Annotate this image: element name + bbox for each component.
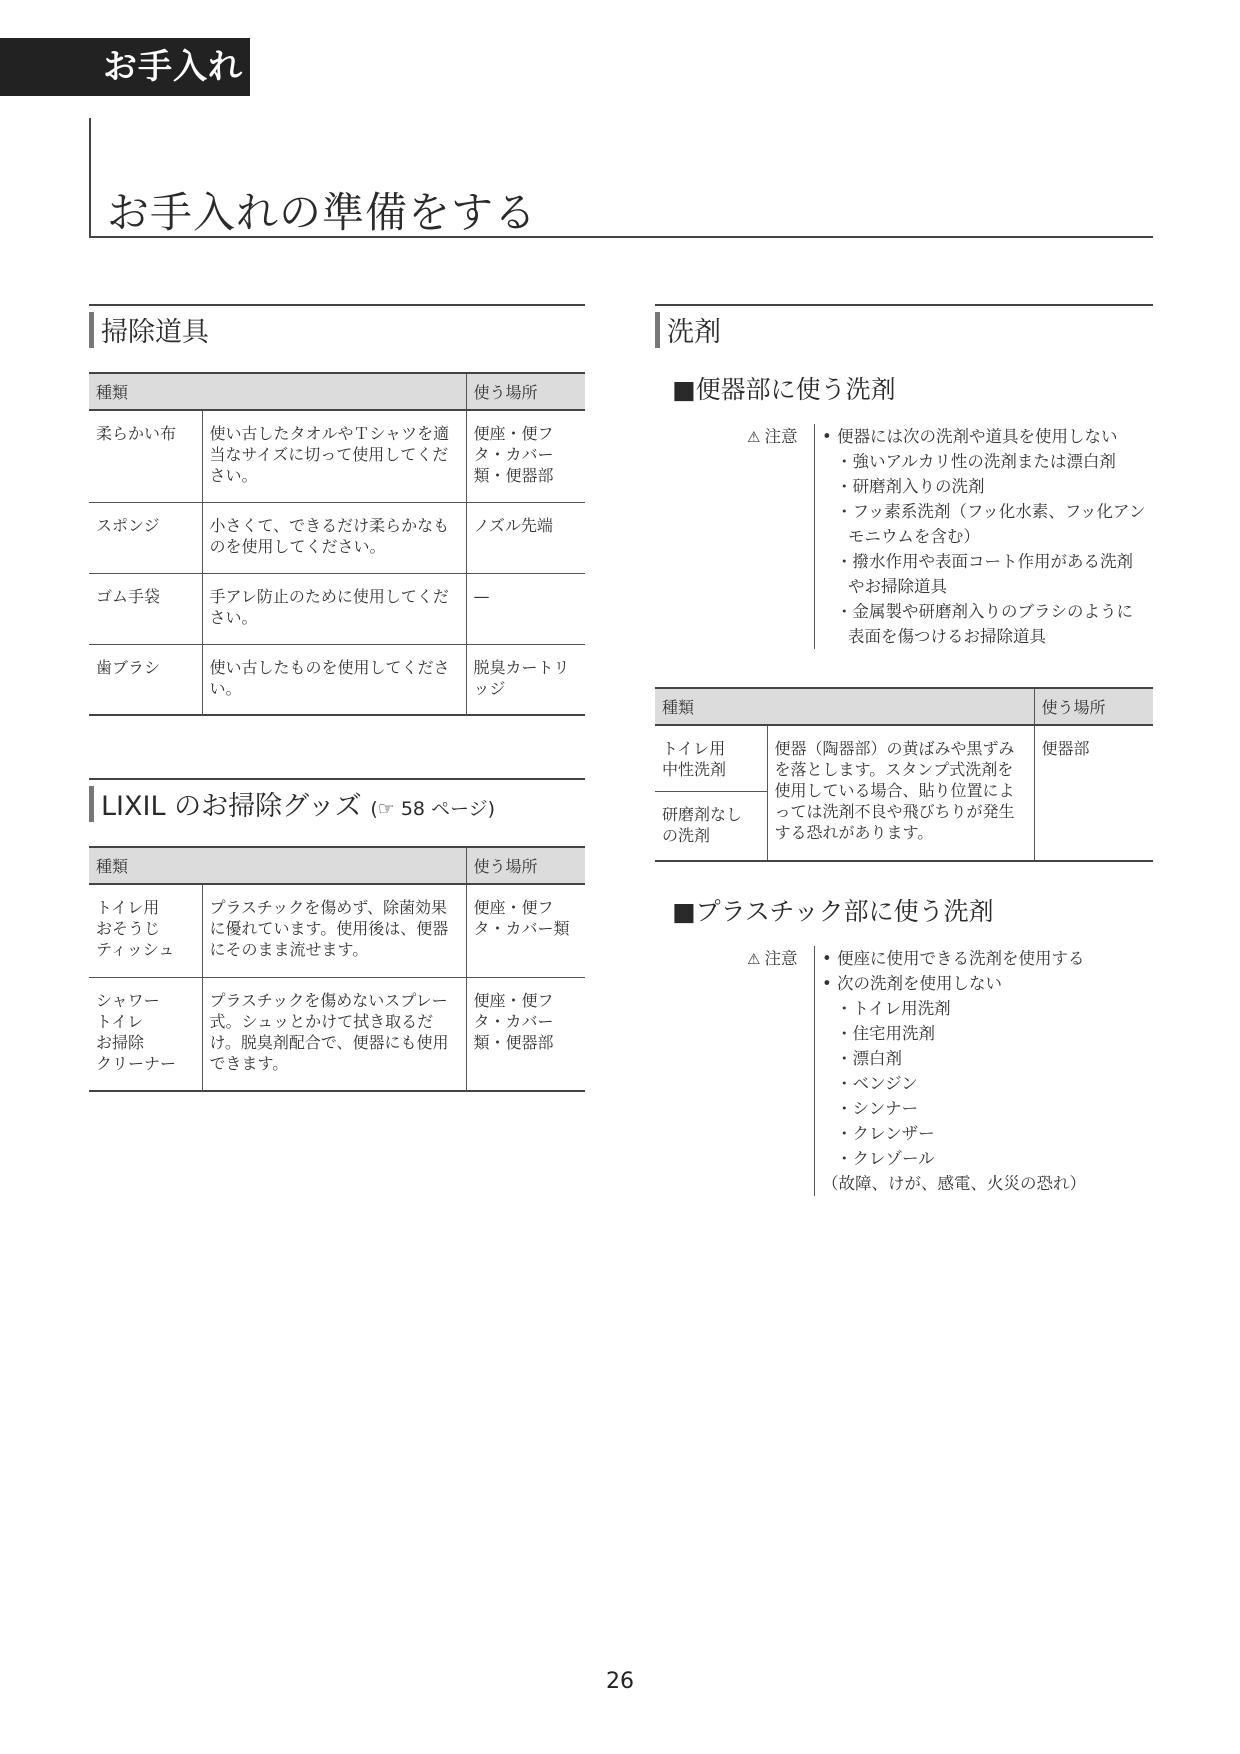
column-header-type: 種類 <box>89 847 466 884</box>
caution-line-cont: モニウムを含む） <box>848 527 980 546</box>
column-header-place: 使う場所 <box>1034 688 1153 725</box>
tool-desc: 使い古したタオルやＴシャツを適当なサイズに切って使用してください。 <box>202 410 466 502</box>
goods-heading-text <box>101 784 495 823</box>
caution-line-cont: 表面を傷つけるお掃除道具 <box>848 627 1046 646</box>
tool-type: 歯ブラシ <box>89 644 202 715</box>
caution-line: ・金属製や研磨剤入りのブラシのように <box>836 602 1133 621</box>
detergent-place: 便器部 <box>1034 725 1153 861</box>
bowl-caution <box>655 424 1153 649</box>
detergent-section-heading <box>655 304 1153 348</box>
column-header-type: 種類 <box>655 688 1034 725</box>
tool-place: 便座・便フタ・カバー類・便器部 <box>466 410 585 502</box>
goods-section-heading <box>89 778 585 822</box>
tool-desc: 使い古したものを使用してください。 <box>202 644 466 715</box>
detergent-heading-text: 洗剤 <box>667 317 721 348</box>
table-row <box>89 410 585 502</box>
caution-line <box>822 574 1153 599</box>
caution-line: ・クレンザー <box>836 1124 935 1143</box>
left-column <box>89 304 585 1092</box>
page-title: お手入れの準備をする <box>107 188 538 237</box>
caution-body <box>814 424 1153 649</box>
caution-line: • 便器には次の洗剤や道具を使用しない <box>822 427 1118 446</box>
table-header-row <box>89 373 585 410</box>
tool-type: 柔らかい布 <box>89 410 202 502</box>
caution-line: ・シンナー <box>836 1099 919 1118</box>
goods-place: 便座・便フタ・カバー類 <box>466 884 585 977</box>
table-row <box>89 502 585 573</box>
caution-line: ・撥水作用や表面コート作用がある洗剤 <box>836 552 1133 571</box>
caution-line: ・ベンジン <box>836 1074 918 1093</box>
tool-type: スポンジ <box>89 502 202 573</box>
plastic-caution <box>655 946 1153 1196</box>
tool-desc: 小さくて、できるだけ柔らかなものを使用してください。 <box>202 502 466 573</box>
tool-place: ノズル先端 <box>466 502 585 573</box>
page-title-block <box>89 118 1153 238</box>
right-column <box>655 304 1153 1196</box>
caution-line: ・強いアルカリ性の洗剤または漂白剤 <box>836 452 1116 471</box>
warning-icon: ⚠ <box>747 428 761 446</box>
goods-desc: プラスチックを傷めないスプレー式。シュッとかけて拭き取るだけ。脱臭剤配合で、便器にも使用できます。 <box>202 977 466 1091</box>
plastic-subheading: ■プラスチック部に使う洗剤 <box>672 897 994 926</box>
caution-line: • 次の洗剤を使用しない <box>822 974 1002 993</box>
caution-label <box>747 946 805 972</box>
column-header-type: 種類 <box>89 373 466 410</box>
heading-bar <box>89 312 94 348</box>
detergent-type: 研磨剤なし の洗剤 <box>655 791 767 861</box>
section-tab: お手入れ <box>0 38 250 96</box>
caution-line: ・フッ素系洗剤（フッ化水素、フッ化アン <box>836 502 1146 521</box>
tool-place: 脱臭カートリッジ <box>466 644 585 715</box>
tools-table <box>89 372 585 716</box>
tool-desc: 手アレ防止のために使用してください。 <box>202 573 466 644</box>
table-row <box>89 644 585 715</box>
bowl-detergent-table <box>655 687 1153 862</box>
tool-type: ゴム手袋 <box>89 573 202 644</box>
warning-icon: ⚠ <box>747 950 761 968</box>
caution-line: ・クレゾール <box>836 1149 935 1168</box>
tools-section-heading <box>89 304 585 348</box>
detergent-desc: 便器（陶器部）の黄ばみや黒ずみを落とします。スタンプ式洗剤を使用している場合、貼り位置によっては洗剤不良や飛びちりが発生する恐れがあります。 <box>767 725 1034 861</box>
caution-line <box>822 624 1153 649</box>
table-header-row <box>655 688 1153 725</box>
caution-line: （故障、けが、感電、火災の恐れ） <box>822 1174 1086 1193</box>
column-header-place: 使う場所 <box>466 847 585 884</box>
goods-type: シャワー トイレ お掃除 クリーナー <box>89 977 202 1091</box>
caution-line <box>822 524 1153 549</box>
caution-body <box>814 946 1153 1196</box>
table-row <box>655 725 1153 791</box>
goods-desc: プラスチックを傷めず、除菌効果に優れています。使用後は、便器にそのまま流せます。 <box>202 884 466 977</box>
page-reference: (☞ 58 ページ) <box>370 798 496 820</box>
goods-table <box>89 846 585 1092</box>
table-row <box>89 884 585 977</box>
page-number: 26 <box>606 1669 634 1694</box>
tool-place: — <box>466 573 585 644</box>
table-row <box>89 977 585 1091</box>
bowl-subheading: ■便器部に使う洗剤 <box>672 375 896 404</box>
detergent-type: トイレ用 中性洗剤 <box>655 725 767 791</box>
heading-bar <box>655 312 660 348</box>
goods-place: 便座・便フタ・カバー類・便器部 <box>466 977 585 1091</box>
column-header-place: 使う場所 <box>466 373 585 410</box>
caution-line: • 便座に使用できる洗剤を使用する <box>822 949 1085 968</box>
caution-line-cont: やお掃除道具 <box>848 577 947 596</box>
tools-heading-text: 掃除道具 <box>101 317 209 348</box>
caution-line: ・住宅用洗剤 <box>836 1024 935 1043</box>
goods-type: トイレ用 おそうじ ティッシュ <box>89 884 202 977</box>
caution-label-text: 注意 <box>764 427 798 446</box>
heading-bar <box>89 786 94 822</box>
caution-line: ・漂白剤 <box>836 1049 902 1068</box>
caution-line: ・研磨剤入りの洗剤 <box>836 477 985 496</box>
table-row <box>89 573 585 644</box>
caution-line: ・トイレ用洗剤 <box>836 999 951 1018</box>
table-header-row <box>89 847 585 884</box>
caution-label-text: 注意 <box>764 949 798 968</box>
goods-heading-label: LIXIL のお掃除グッズ <box>101 791 362 822</box>
caution-label <box>747 424 805 450</box>
